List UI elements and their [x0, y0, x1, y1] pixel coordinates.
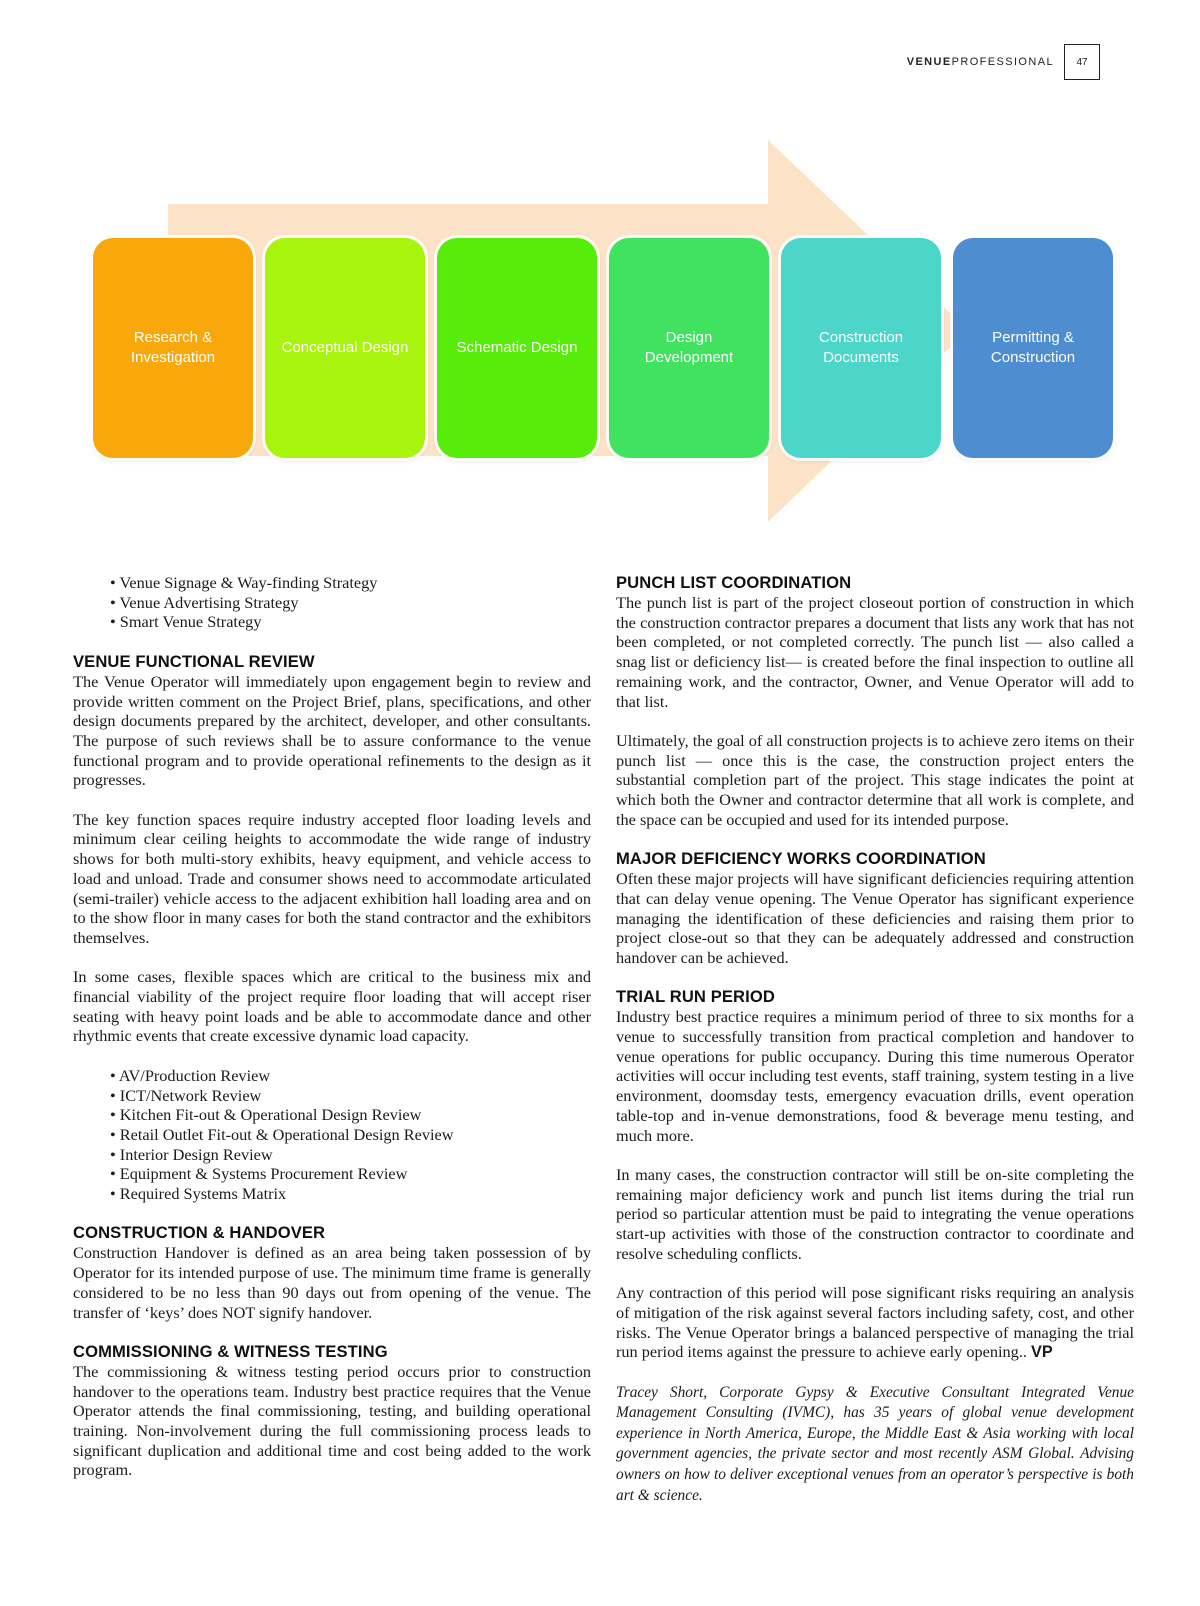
heading-commissioning: COMMISSIONING & WITNESS TESTING: [73, 1341, 388, 1361]
heading-construction-handover: CONSTRUCTION & HANDOVER: [73, 1223, 326, 1243]
paragraph: The key function spaces require industry accepted floor loading levels and minimum clear ceiling heights to accommodate the wide range of industry shows for both multi-story exhibits, heavy equipment, and vehicle access to load and unload. Trade and consumer shows need to accommodate articulated (semi-trailer) vehicle access to the adjacent exhibition hall loading area and on to the show floor in many cases for both the stand contractor and the exhibitors themselves.: [73, 809, 591, 947]
paragraph: The Venue Operator will immediately upon engagement begin to review and provide written comment on the Project Brief, plans, specifications, and other design documents prepared by the architect, developer, and other consultants. The purpose of such reviews shall be to assure conformance to the venue functional program and to provide operational refinements to the design as it progresses.: [73, 671, 591, 790]
closing-text: Any contraction of this period will pose significant risks requiring an analysis of mitigation of the risk against several factors including safety, cost, and other risks. The Venue Operator brings a balanced perspective of managing the trial run period items against the pressure to achieve early opening..: [616, 1283, 1134, 1362]
right-column: [616, 573, 1134, 1526]
brand-bold: VENUE: [906, 56, 952, 68]
list-item: • ICT/Network Review: [110, 1086, 591, 1106]
step-permitting-construction: Permitting & Construction: [953, 238, 1113, 458]
page-header: [907, 44, 1100, 80]
list-item: • Required Systems Matrix: [110, 1184, 591, 1204]
paragraph: Industry best practice requires a minimum period of three to six months for a venue to successfully transition from practical completion and handover to venue operations for public occupancy. During this time numerous Operator activities will occur including test events, staff training, system testing in a live environment, doomsday tests, emergency evacuation drills, event operation table-top and in-venue demonstrations, food & beverage menu testing, and much more.: [616, 1007, 1134, 1145]
step-research: Research & Investigation: [93, 238, 253, 458]
list-item: • Equipment & Systems Procurement Review: [110, 1164, 591, 1184]
paragraph: In some cases, flexible spaces which are critical to the business mix and financial viability of the project require floor loading that will accept riser seating with heavy point loads and be able to accommodate dance and other rhythmic events that create excessive dynamic load capacity.: [73, 967, 591, 1046]
strategy-bullet-list: [73, 573, 591, 632]
paragraph-closing: [616, 1283, 1134, 1363]
magazine-brand: [907, 56, 1054, 68]
heading-major-deficiency: MAJOR DEFICIENCY WORKS COORDINATION: [616, 849, 986, 869]
heading-venue-functional-review: VENUE FUNCTIONAL REVIEW: [73, 651, 315, 671]
vp-end-mark: VP: [1031, 1343, 1053, 1362]
left-column: [73, 573, 591, 1500]
page-number: 47: [1064, 44, 1100, 80]
list-item: • Kitchen Fit-out & Operational Design Review: [110, 1105, 591, 1125]
heading-punch-list: PUNCH LIST COORDINATION: [616, 573, 852, 592]
list-item: • Venue Advertising Strategy: [110, 593, 591, 613]
list-item: • Interior Design Review: [110, 1145, 591, 1165]
list-item: • Smart Venue Strategy: [110, 612, 591, 632]
list-item: • Venue Signage & Way-finding Strategy: [110, 573, 591, 593]
step-conceptual-design: Conceptual Design: [265, 238, 425, 458]
step-schematic-design: Schematic Design: [437, 238, 597, 458]
heading-trial-run: TRIAL RUN PERIOD: [616, 987, 775, 1007]
paragraph: Ultimately, the goal of all construction projects is to achieve zero items on their punch list — once this is the case, the construction project enters the substantial completion part of the project. This stage indicates the point at which both the Owner and contractor determine that all work is complete, and the space can be occupied and used for its intended purpose.: [616, 730, 1134, 829]
review-bullet-list: [73, 1066, 591, 1204]
list-item: • AV/Production Review: [110, 1066, 591, 1086]
paragraph: Often these major projects will have significant deficiencies requiring attention that can delay venue opening. The Venue Operator has significant experience managing the identification of these deficiencies and raising them prior to project close-out so that they can be adequately addressed and construction handover can be achieved.: [616, 869, 1134, 967]
step-construction-documents: Construction Documents: [781, 238, 941, 458]
step-design-development: Design Development: [609, 238, 769, 458]
paragraph: The commissioning & witness testing period occurs prior to construction handover to the operations team. Industry best practice requires that the Venue Operator attends the final commissioning, testing, and building operational training. Non-involvement during the full commissioning process leads to significant duplication and additional time and cost being added to the work program.: [73, 1361, 591, 1480]
author-bio: Tracey Short, Corporate Gypsy & Executive Consultant Integrated Venue Management Consulting (IVMC), has 35 years of global venue development experience in North America, Europe, the Middle East & Asia working with local government agencies, the private sector and most recently ASM Global. Advising owners on how to deliver exceptional venues from an operator’s perspective is both art & science.: [616, 1383, 1134, 1504]
paragraph: Construction Handover is defined as an area being taken possession of by Operator for its intended purpose of use. The minimum time frame is generally considered to be no less than 90 days out from opening of the venue. The transfer of ‘keys’ does NOT signify handover.: [73, 1243, 591, 1322]
brand-light: PROFESSIONAL: [951, 56, 1054, 68]
paragraph: The punch list is part of the project closeout portion of construction in which the construction contractor prepares a document that lists any work that has not been completed, or not completed correctly. The punch list — also called a snag list or deficiency list— is created before the final inspection to outline all remaining work, and the contractor, Owner, and Venue Operator will add to that list.: [616, 593, 1134, 711]
process-diagram: [0, 140, 1200, 540]
list-item: • Retail Outlet Fit-out & Operational Design Review: [110, 1125, 591, 1145]
paragraph: In many cases, the construction contractor will still be on-site completing the remaining major deficiency work and punch list items during the trial run period so particular attention must be paid to integrating the venue operations start-up activities with those of the construction contractor to coordinate and resolve scheduling conflicts.: [616, 1164, 1134, 1263]
